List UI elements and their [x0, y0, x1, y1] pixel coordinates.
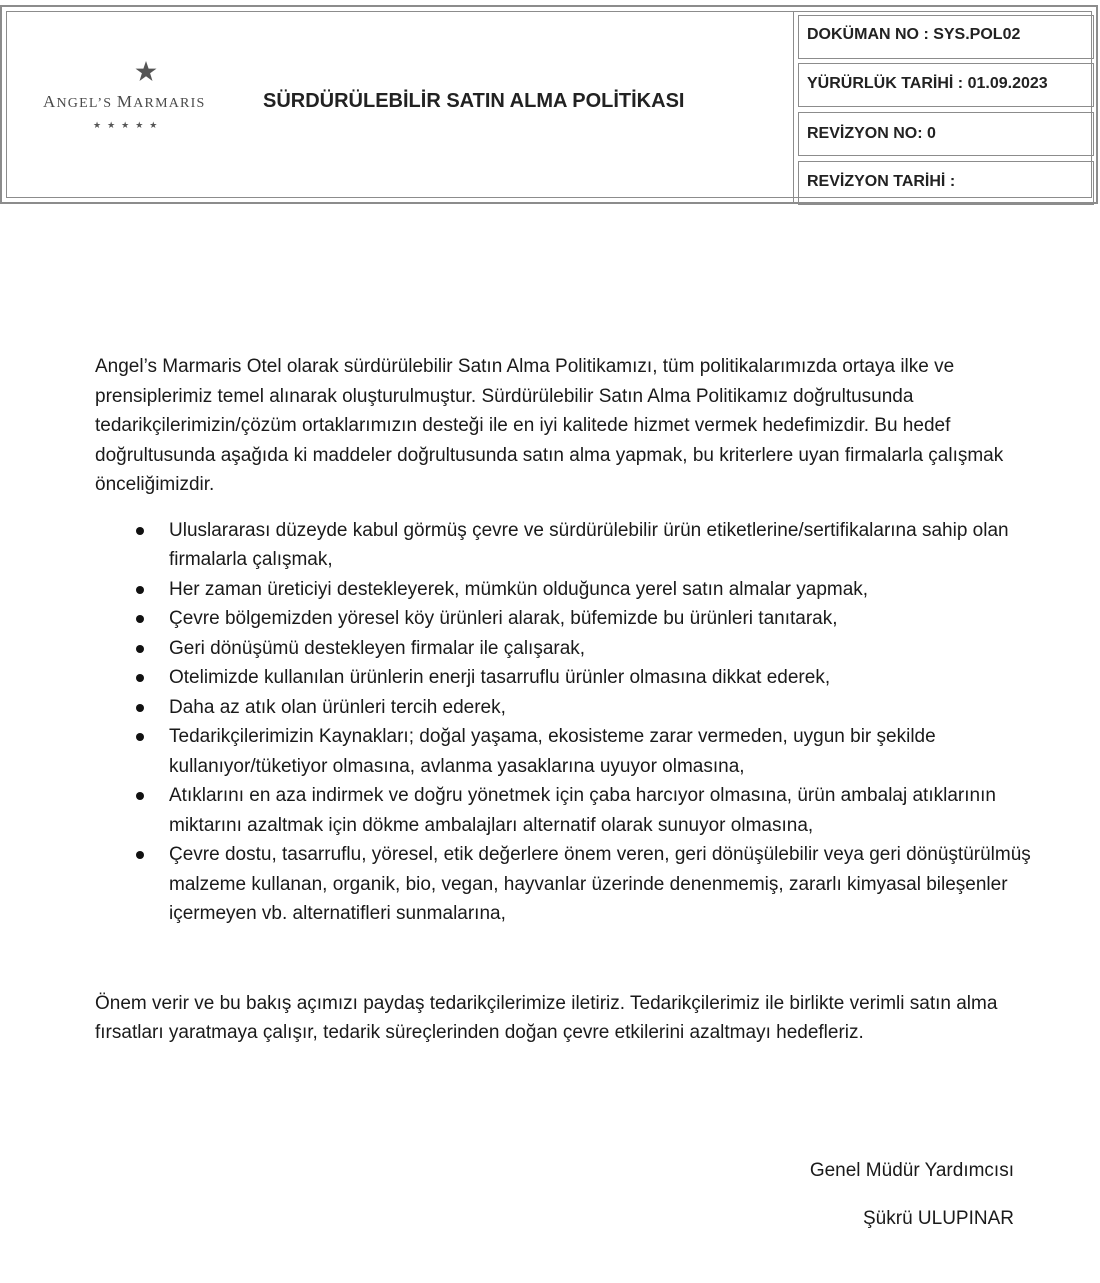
bullet-icon	[136, 615, 144, 623]
star-icon	[134, 60, 158, 84]
revision-number: REVİZYON NO: 0	[798, 112, 1094, 156]
document-header-inner	[6, 11, 1092, 198]
logo-stars: ★★★★★	[93, 120, 164, 130]
bullet-icon	[136, 674, 144, 682]
bullet-icon	[136, 527, 144, 535]
document-meta-column	[793, 11, 1098, 204]
intro-paragraph: Angel’s Marmaris Otel olarak sürdürülebilir Satın Alma Politikamızı, tüm politikalarımızda ortaya ilke ve prensiplerimiz temel alınarak oluşturulmuştur. Sürdürülebilir Satın Alma Politikamız doğrultusunda tedarikçilerimizin/çözüm ortaklarımızın desteği ile en iyi kalitede hizmet vermek hedefimizdir. Bu hedef doğrultusunda aşağıda ki maddeler doğrultusunda satın alma yapmak, bu kriterlere uyan firmalarla çalışmak önceliğimizdir.	[95, 356, 1004, 495]
revision-date: REVİZYON TARİHİ :	[798, 161, 1094, 205]
bullet-icon	[136, 645, 144, 653]
bullet-icon	[136, 586, 144, 594]
document-title: SÜRDÜRÜLEBİLİR SATIN ALMA POLİTİKASI	[263, 90, 685, 112]
list-item: Çevre dostu, tasarruflu, yöresel, etik değerlere önem veren, geri dönüşülebilir veya geri dönüştürülmüş malzeme kullanan, organik, bio, vegan, hayvanlar üzerinde denenmemiş, zararlı kimyasal bileşenler içermeyen vb. alternatifleri sunmalarına,	[95, 840, 1035, 929]
closing-paragraph: Önem verir ve bu bakış açımızı paydaş tedarikçilerimize iletiriz. Tedarikçilerimiz ile birlikte verimli satın alma fırsatları yaratmaya çalışır, tedarik süreçlerinden doğan çevre etkilerini azaltmayı hedefleriz.	[95, 992, 998, 1043]
criteria-list	[95, 516, 1035, 929]
company-logo	[29, 58, 229, 148]
bullet-icon	[136, 704, 144, 712]
bullet-icon	[136, 733, 144, 741]
list-item: Her zaman üreticiyi destekleyerek, mümkün olduğunca yerel satın almalar yapmak,	[95, 575, 1035, 605]
signatory-name: Şükrü ULUPINAR	[863, 1208, 1014, 1229]
signatory-role: Genel Müdür Yardımcısı	[809, 1160, 1014, 1181]
document-number: DOKÜMAN NO : SYS.POL02	[798, 15, 1094, 59]
list-item: Tedarikçilerimizin Kaynakları; doğal yaşama, ekosisteme zarar vermeden, uygun bir şekilde kullanıyor/tüketiyor olmasına, avlanma yasaklarına uyuyor olmasına,	[95, 722, 1035, 781]
effective-date: YÜRÜRLÜK TARİHİ : 01.09.2023	[798, 63, 1094, 107]
list-item: Uluslararası düzeyde kabul görmüş çevre ve sürdürülebilir ürün etiketlerine/sertifikalarına sahip olan firmalarla çalışmak,	[95, 516, 1035, 575]
list-item: Daha az atık olan ürünleri tercih ederek,	[95, 693, 1035, 723]
list-item: Atıklarını en aza indirmek ve doğru yönetmek için çaba harcıyor olmasına, ürün ambalaj atıklarının miktarını azaltmak için dökme ambalajları alternatif olarak sunuyor olmasına,	[95, 781, 1035, 840]
list-item: Geri dönüşümü destekleyen firmalar ile çalışarak,	[95, 634, 1035, 664]
list-item: Otelimizde kullanılan ürünlerin enerji tasarruflu ürünler olmasına dikkat ederek,	[95, 663, 1035, 693]
logo-wordmark: ANGEL’S MARMARIS	[43, 92, 206, 111]
bullet-icon	[136, 851, 144, 859]
document-header	[0, 5, 1098, 204]
policy-body	[95, 352, 1035, 1048]
list-item: Çevre bölgemizden yöresel köy ürünleri alarak, büfemizde bu ürünleri tanıtarak,	[95, 604, 1035, 634]
bullet-icon	[136, 792, 144, 800]
